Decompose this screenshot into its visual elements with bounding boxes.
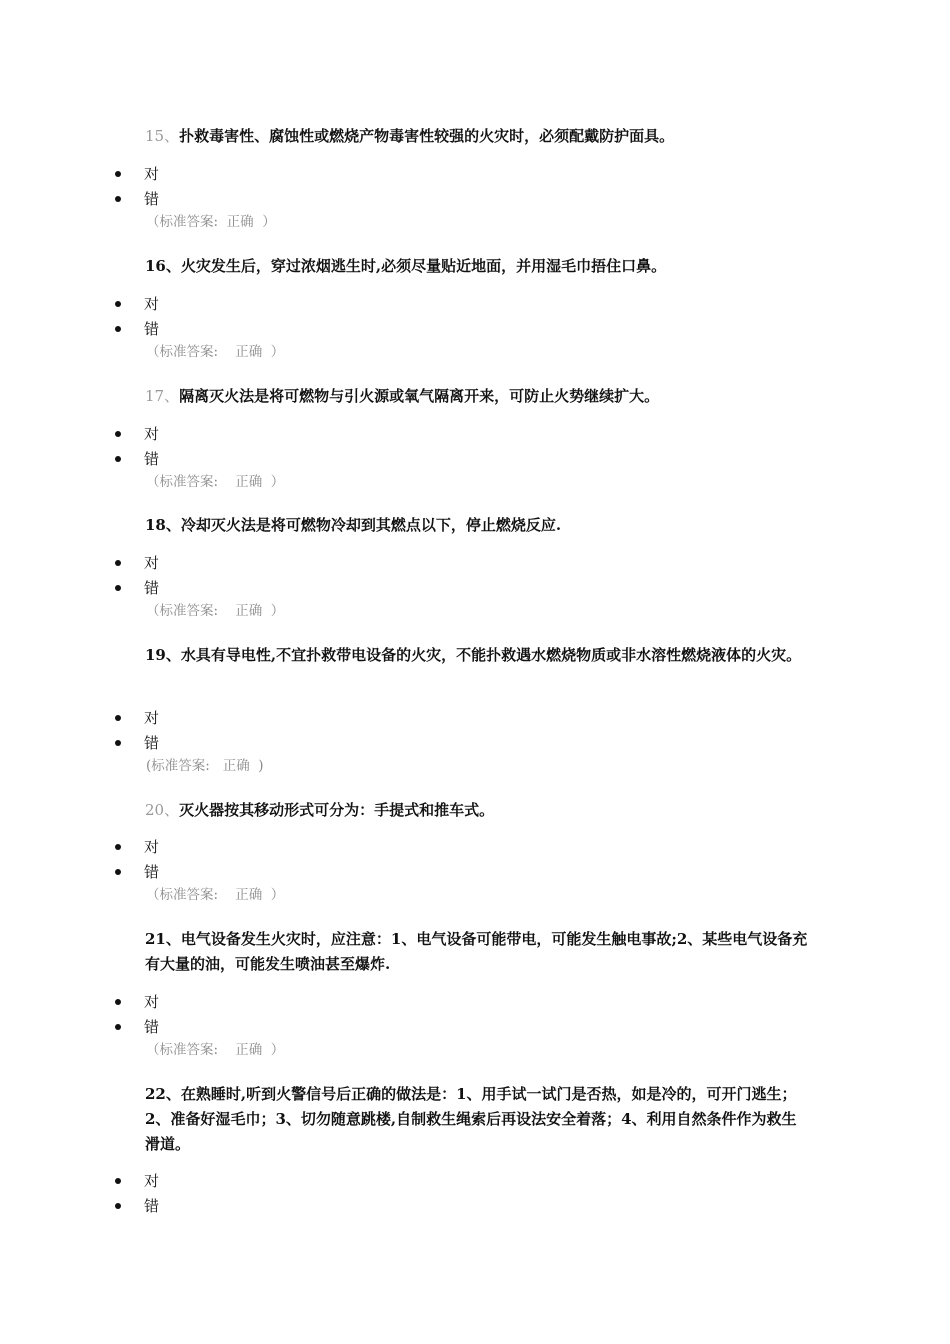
option-true-label: 对 xyxy=(144,165,160,183)
question-number: 22、 xyxy=(145,1085,181,1103)
option-false-label: 错 xyxy=(144,1197,160,1215)
option-false-label: 错 xyxy=(144,320,160,338)
bullet-icon xyxy=(115,585,121,591)
option-false-label: 错 xyxy=(144,190,160,208)
bullet-icon xyxy=(115,456,121,462)
option-false-label: 错 xyxy=(144,579,160,597)
standard-answer: (标准答案: 正确 ) xyxy=(146,758,264,774)
question-number: 20、 xyxy=(145,801,180,819)
option-true-label: 对 xyxy=(144,554,160,572)
standard-answer: （标准答案: 正确 ） xyxy=(146,474,285,490)
bullet-icon xyxy=(115,1178,121,1184)
bullet-icon xyxy=(115,715,121,721)
question-body: 电气设备发生火灾时，应注意：1、电气设备可能带电，可能发生触电事故;2、某些电气设备充有大量的油，可能发生喷油甚至爆炸. xyxy=(145,930,808,973)
question-text xyxy=(145,1082,810,1157)
bullet-icon xyxy=(115,196,121,202)
question-number: 17、 xyxy=(145,387,180,405)
standard-answer: （标准答案: 正确 ） xyxy=(146,603,285,619)
bullet-icon xyxy=(115,301,121,307)
question-body: 隔离灭火法是将可燃物与引火源或氧气隔离开来，可防止火势继续扩大。 xyxy=(179,387,660,405)
standard-answer: （标准答案: 正确 ） xyxy=(146,887,285,903)
option-true[interactable] xyxy=(0,1169,400,1193)
question-number: 16、 xyxy=(145,257,181,275)
question-number: 15、 xyxy=(145,127,180,145)
bullet-icon xyxy=(115,740,121,746)
option-false[interactable] xyxy=(0,317,400,341)
option-false-label: 错 xyxy=(144,450,160,468)
question-body: 在熟睡时,听到火警信号后正确的做法是：1、用手试一试门是否热，如是冷的，可开门逃生；2、准备好湿毛巾；3、切勿随意跳楼,自制救生绳索后再设法安全着落；4、利用自然条件作为救生滑道。 xyxy=(145,1085,797,1153)
option-true[interactable] xyxy=(0,990,400,1014)
option-false[interactable] xyxy=(0,447,400,471)
option-false-label: 错 xyxy=(144,863,160,881)
option-false[interactable] xyxy=(0,576,400,600)
question-number: 18、 xyxy=(145,516,181,534)
option-true[interactable] xyxy=(0,162,400,186)
question-number: 19、 xyxy=(145,646,181,664)
option-true[interactable] xyxy=(0,706,400,730)
option-false[interactable] xyxy=(0,1015,400,1039)
option-false[interactable] xyxy=(0,1194,400,1218)
question-body: 水具有导电性,不宜扑救带电设备的火灾，不能扑救遇水燃烧物质或非水溶性燃烧液体的火灾。 xyxy=(180,646,802,664)
option-true[interactable] xyxy=(0,422,400,446)
bullet-icon xyxy=(115,869,121,875)
option-false[interactable] xyxy=(0,860,400,884)
question-number: 21、 xyxy=(145,930,181,948)
bullet-icon xyxy=(115,560,121,566)
option-true[interactable] xyxy=(0,551,400,575)
question-text xyxy=(145,124,810,149)
option-true[interactable] xyxy=(0,835,400,859)
bullet-icon xyxy=(115,171,121,177)
question-body: 火灾发生后，穿过浓烟逃生时,必须尽量贴近地面，并用湿毛巾捂住口鼻。 xyxy=(180,257,667,275)
question-text xyxy=(145,643,810,668)
standard-answer: （标准答案: 正确 ） xyxy=(146,1042,285,1058)
option-false[interactable] xyxy=(0,731,400,755)
bullet-icon xyxy=(115,999,121,1005)
option-false[interactable] xyxy=(0,187,400,211)
option-false-label: 错 xyxy=(144,1018,160,1036)
question-text xyxy=(145,927,810,977)
question-text xyxy=(145,254,810,279)
option-true-label: 对 xyxy=(144,425,160,443)
question-body: 灭火器按其移动形式可分为：手提式和推车式。 xyxy=(179,801,495,819)
option-true[interactable] xyxy=(0,292,400,316)
option-true-label: 对 xyxy=(144,709,160,727)
bullet-icon xyxy=(115,326,121,332)
question-text xyxy=(145,798,810,823)
question-text xyxy=(145,384,810,409)
option-true-label: 对 xyxy=(144,838,160,856)
bullet-icon xyxy=(115,1203,121,1209)
option-false-label: 错 xyxy=(144,734,160,752)
option-true-label: 对 xyxy=(144,295,160,313)
bullet-icon xyxy=(115,1024,121,1030)
bullet-icon xyxy=(115,844,121,850)
option-true-label: 对 xyxy=(144,1172,160,1190)
question-body: 冷却灭火法是将可燃物冷却到其燃点以下，停止燃烧反应. xyxy=(180,516,562,534)
standard-answer: （标准答案: 正确 ） xyxy=(146,344,285,360)
standard-answer: （标准答案: 正确 ） xyxy=(146,214,276,230)
question-body: 扑救毒害性、腐蚀性或燃烧产物毒害性较强的火灾时，必须配戴防护面具。 xyxy=(179,127,675,145)
question-text xyxy=(145,513,810,538)
bullet-icon xyxy=(115,431,121,437)
option-true-label: 对 xyxy=(144,993,160,1011)
